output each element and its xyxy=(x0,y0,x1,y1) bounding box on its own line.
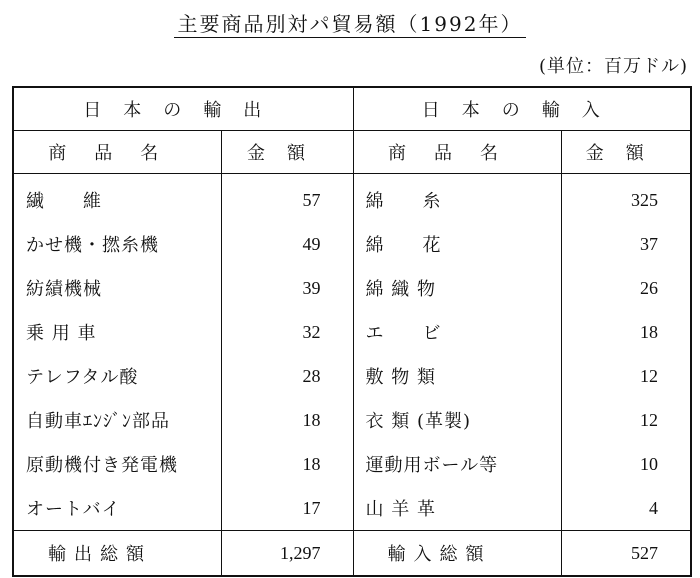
import-item-name: 運動用ボール等 xyxy=(353,442,561,486)
table-title xyxy=(0,8,700,37)
table-row xyxy=(13,310,691,354)
unit-note: (単位：百万ドル) xyxy=(538,56,688,77)
import-amount-header: 金額 xyxy=(561,131,691,174)
export-item-name: テレフタル酸 xyxy=(13,354,221,398)
export-item-amount: 18 xyxy=(221,398,353,442)
import-item-name: 山 羊 革 xyxy=(353,486,561,531)
import-total-label: 輸入総額 xyxy=(353,531,561,577)
table-row xyxy=(13,222,691,266)
export-section-header: 日本の輸出 xyxy=(13,87,353,131)
export-item-name: 原動機付き発電機 xyxy=(13,442,221,486)
table-row xyxy=(13,174,691,223)
import-item-name: 敷 物 類 xyxy=(353,354,561,398)
export-item-name: 自動車ｴﾝｼﾞﾝ部品 xyxy=(13,398,221,442)
export-item-amount: 57 xyxy=(221,174,353,223)
section-header-row xyxy=(13,87,691,131)
import-section-header: 日本の輸入 xyxy=(353,87,691,131)
table-row xyxy=(13,266,691,310)
total-row xyxy=(13,531,691,577)
import-item-amount: 4 xyxy=(649,497,658,518)
export-item-name: 乗 用 車 xyxy=(13,310,221,354)
export-item-name: 繊 維 xyxy=(13,174,221,223)
export-amount-header: 金額 xyxy=(221,131,353,174)
export-item-amount: 28 xyxy=(221,354,353,398)
export-total-label: 輸出総額 xyxy=(13,531,221,577)
import-item-name: 綿 織 物 xyxy=(353,266,561,310)
export-item-amount: 39 xyxy=(221,266,353,310)
import-item-amount: 18 xyxy=(640,321,658,342)
import-item-name: 綿 糸 xyxy=(353,174,561,223)
import-item-name: 綿 花 xyxy=(353,222,561,266)
table-row xyxy=(13,442,691,486)
export-item-name: 紡績機械 xyxy=(13,266,221,310)
import-item-name: 衣 類 (革製) xyxy=(353,398,561,442)
column-header-row xyxy=(13,131,691,174)
export-name-header: 商品名 xyxy=(13,131,221,174)
table-title-text: 主要商品別対パ貿易額（1992年） xyxy=(174,12,527,38)
export-item-amount: 49 xyxy=(221,222,353,266)
export-item-name: オートバイ xyxy=(13,486,221,531)
import-item-amount: 325 xyxy=(631,189,658,210)
table-row xyxy=(13,486,691,531)
export-item-amount: 18 xyxy=(221,442,353,486)
trade-table xyxy=(12,86,692,577)
table-row xyxy=(13,354,691,398)
export-total-amount: 1,297 xyxy=(221,531,353,577)
import-name-header: 商品名 xyxy=(353,131,561,174)
import-item-amount: 12 xyxy=(640,365,658,386)
export-item-name: かせ機・撚糸機 xyxy=(13,222,221,266)
export-item-amount: 32 xyxy=(221,310,353,354)
import-total-amount: 527 xyxy=(561,531,691,577)
export-item-amount: 17 xyxy=(221,486,353,531)
table-row xyxy=(13,398,691,442)
import-item-amount: 37 xyxy=(640,233,658,254)
import-item-amount: 12 xyxy=(640,409,658,430)
import-item-amount: 10 xyxy=(640,453,658,474)
import-item-name: エ ビ xyxy=(353,310,561,354)
import-item-amount: 26 xyxy=(640,277,658,298)
